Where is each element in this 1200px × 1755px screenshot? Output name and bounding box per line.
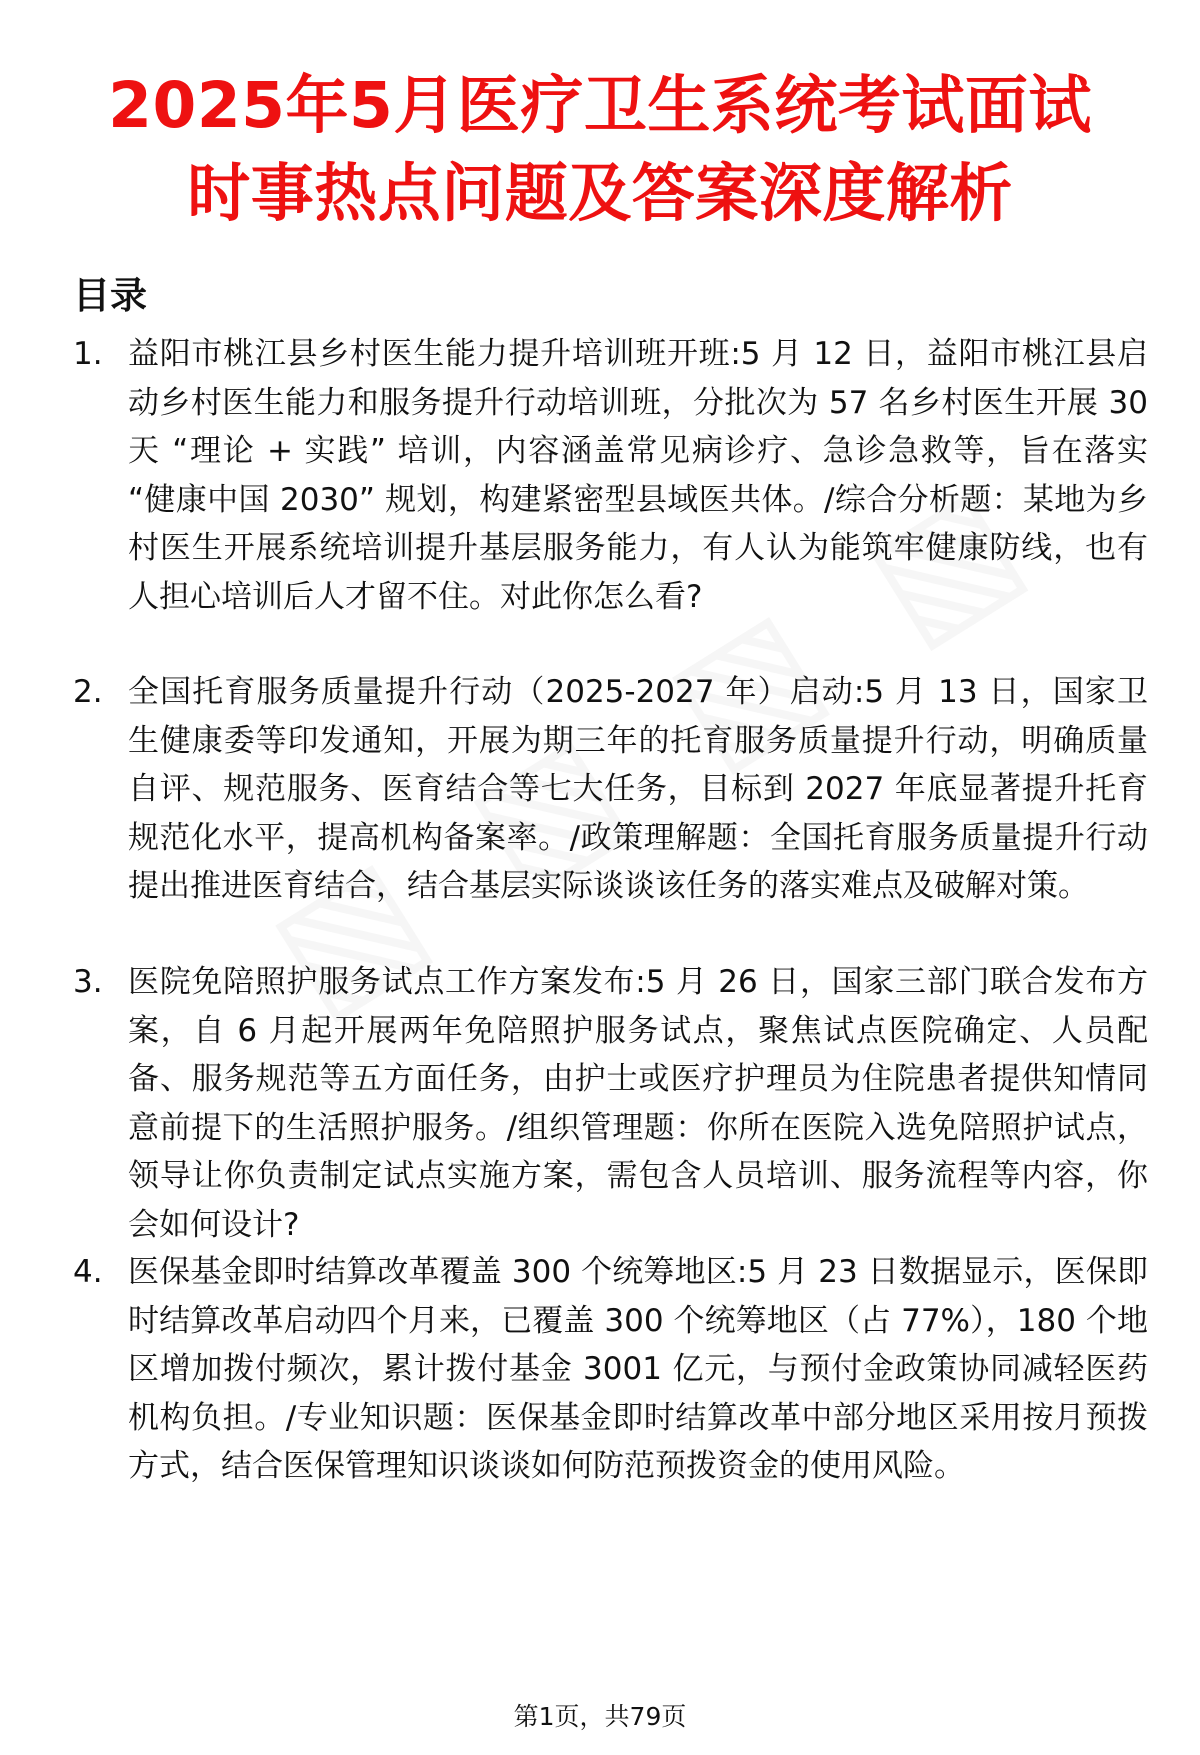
toc-item-number: 2. [73, 674, 103, 710]
toc-item-number: 3. [73, 964, 103, 1000]
toc-item-number: 1. [73, 336, 103, 372]
page-footer: 第1页，共79页 [513, 1702, 687, 1731]
document-title [0, 62, 1200, 238]
toc-heading: 目录 [73, 274, 147, 317]
toc-item-text: 益阳市桃江县乡村医生能力提升培训班开班:5 月 12 日，益阳市桃江县启动乡村医生能力和服务提升行动培训班，分批次为 57 名乡村医生开展 30 天 “理论 + 实践” 培训，内容涵盖常见病诊疗、急诊急救等，旨在落实 “健康中国 2030” 规划，构建紧密型县域医共体。/综合分析题：某地为乡村医生开展系统培训提升基层服务能力，有人认为能筑牢健康防线，也有人担心培训后人才留不住。对此你怎么看? [128, 336, 1148, 615]
toc-item-text: 医保基金即时结算改革覆盖 300 个统筹地区:5 月 23 日数据显示，医保即时结算改革启动四个月来，已覆盖 300 个统筹地区（占 77%），180 个地区增加拨付频次，累计拨付基金 3001 亿元，与预付金政策协同减轻医药机构负担。/专业知识题：医保基金即时结算改革中部分地区采用按月预拨方式，结合医保管理知识谈谈如何防范预拨资金的使用风险。 [128, 1254, 1148, 1484]
title-line-2: 时事热点问题及答案深度解析 [187, 157, 1013, 230]
title-line-1: 2025年5月医疗卫生系统考试面试 [108, 69, 1092, 142]
toc-item-text: 全国托育服务质量提升行动（2025-2027 年）启动:5 月 13 日，国家卫生健康委等印发通知，开展为期三年的托育服务质量提升行动，明确质量自评、规范服务、医育结合等七大任务，目标到 2027 年底显著提升托育规范化水平，提高机构备案率。/政策理解题：全国托育服务质量提升行动提出推进医育结合，结合基层实际谈谈该任务的落实难点及破解对策。 [128, 674, 1148, 904]
toc-item-number: 4. [73, 1254, 103, 1290]
toc-item-text: 医院免陪照护服务试点工作方案发布:5 月 26 日，国家三部门联合发布方案，自 6 月起开展两年免陪照护服务试点，聚焦试点医院确定、人员配备、服务规范等五方面任务，由护士或医疗护理员为住院患者提供知情同意前提下的生活照护服务。/组织管理题：你所在医院入选免陪照护试点，领导让你负责制定试点实施方案，需包含人员培训、服务流程等内容，你会如何设计? [128, 964, 1148, 1243]
